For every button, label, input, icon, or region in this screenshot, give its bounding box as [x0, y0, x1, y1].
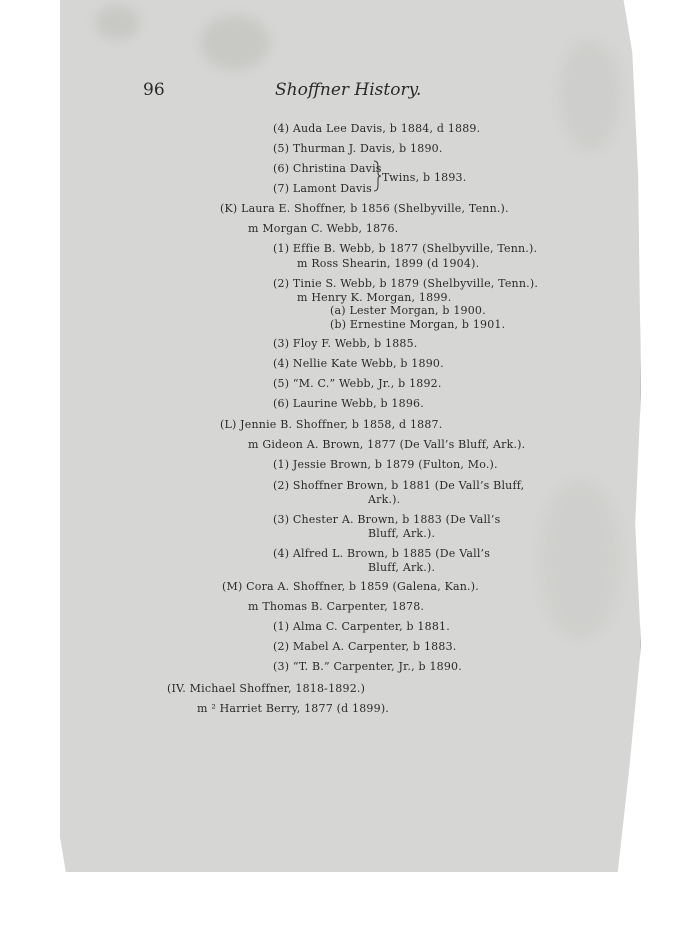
entry-line: m Morgan C. Webb, 1876.: [248, 222, 399, 235]
entry-line: m ² Harriet Berry, 1877 (d 1899).: [197, 702, 390, 715]
entry-line: (3) Chester A. Brown, b 1883 (De Vall’s: [273, 513, 501, 526]
entry-line: (IV. Michael Shoffner, 1818-1892.): [167, 682, 366, 695]
entry-line: (2) Shoffner Brown, b 1881 (De Vall’s Bluff,: [273, 479, 525, 492]
entry-line: (6) Laurine Webb, b 1896.: [273, 397, 424, 410]
entry-line-continued: Ark.).: [368, 493, 401, 506]
entry-line: m Thomas B. Carpenter, 1878.: [248, 600, 425, 613]
twins-brace: [372, 160, 382, 192]
entry-line: (K) Laura E. Shoffner, b 1856 (Shelbyville, Tenn.).: [220, 202, 509, 215]
stain: [560, 40, 620, 150]
stain: [95, 5, 140, 40]
entry-line: (4) Alfred L. Brown, b 1885 (De Vall’s: [273, 547, 491, 560]
entry-line: (7) Lamont Davis: [273, 182, 372, 195]
entry-line: (4) Auda Lee Davis, b 1884, d 1889.: [273, 122, 481, 135]
entry-line: (2) Mabel A. Carpenter, b 1883.: [273, 640, 457, 653]
stain: [200, 15, 270, 70]
entry-line: (b) Ernestine Morgan, b 1901.: [330, 318, 506, 331]
entry-line: (a) Lester Morgan, b 1900.: [330, 304, 486, 317]
entry-line: (L) Jennie B. Shoffner, b 1858, d 1887.: [220, 418, 443, 431]
stain: [540, 480, 620, 640]
running-title: Shoffner History.: [275, 80, 422, 100]
entry-line: m Ross Shearin, 1899 (d 1904).: [297, 257, 480, 270]
entry-line: (3) “T. B.” Carpenter, Jr., b 1890.: [273, 660, 462, 673]
entry-line: (5) “M. C.” Webb, Jr., b 1892.: [273, 377, 442, 390]
entry-line: (5) Thurman J. Davis, b 1890.: [273, 142, 443, 155]
entry-line: (1) Effie B. Webb, b 1877 (Shelbyville, Tenn.).: [273, 242, 538, 255]
entry-line: m Gideon A. Brown, 1877 (De Vall’s Bluff, Ark.).: [248, 438, 526, 451]
entry-line-continued: Bluff, Ark.).: [368, 561, 436, 574]
entry-line: (M) Cora A. Shoffner, b 1859 (Galena, Kan.).: [222, 580, 479, 593]
entry-line: (4) Nellie Kate Webb, b 1890.: [273, 357, 444, 370]
twins-note: Twins, b 1893.: [382, 171, 467, 184]
entry-line: (1) Alma C. Carpenter, b 1881.: [273, 620, 450, 633]
entry-line: (2) Tinie S. Webb, b 1879 (Shelbyville, Tenn.).: [273, 277, 539, 290]
entry-line: (1) Jessie Brown, b 1879 (Fulton, Mo.).: [273, 458, 498, 471]
entry-line: (6) Christina Davis: [273, 162, 382, 175]
entry-line: m Henry K. Morgan, 1899.: [297, 291, 452, 304]
entry-line-continued: Bluff, Ark.).: [368, 527, 436, 540]
page-number: 96: [143, 80, 165, 100]
entry-line: (3) Floy F. Webb, b 1885.: [273, 337, 418, 350]
